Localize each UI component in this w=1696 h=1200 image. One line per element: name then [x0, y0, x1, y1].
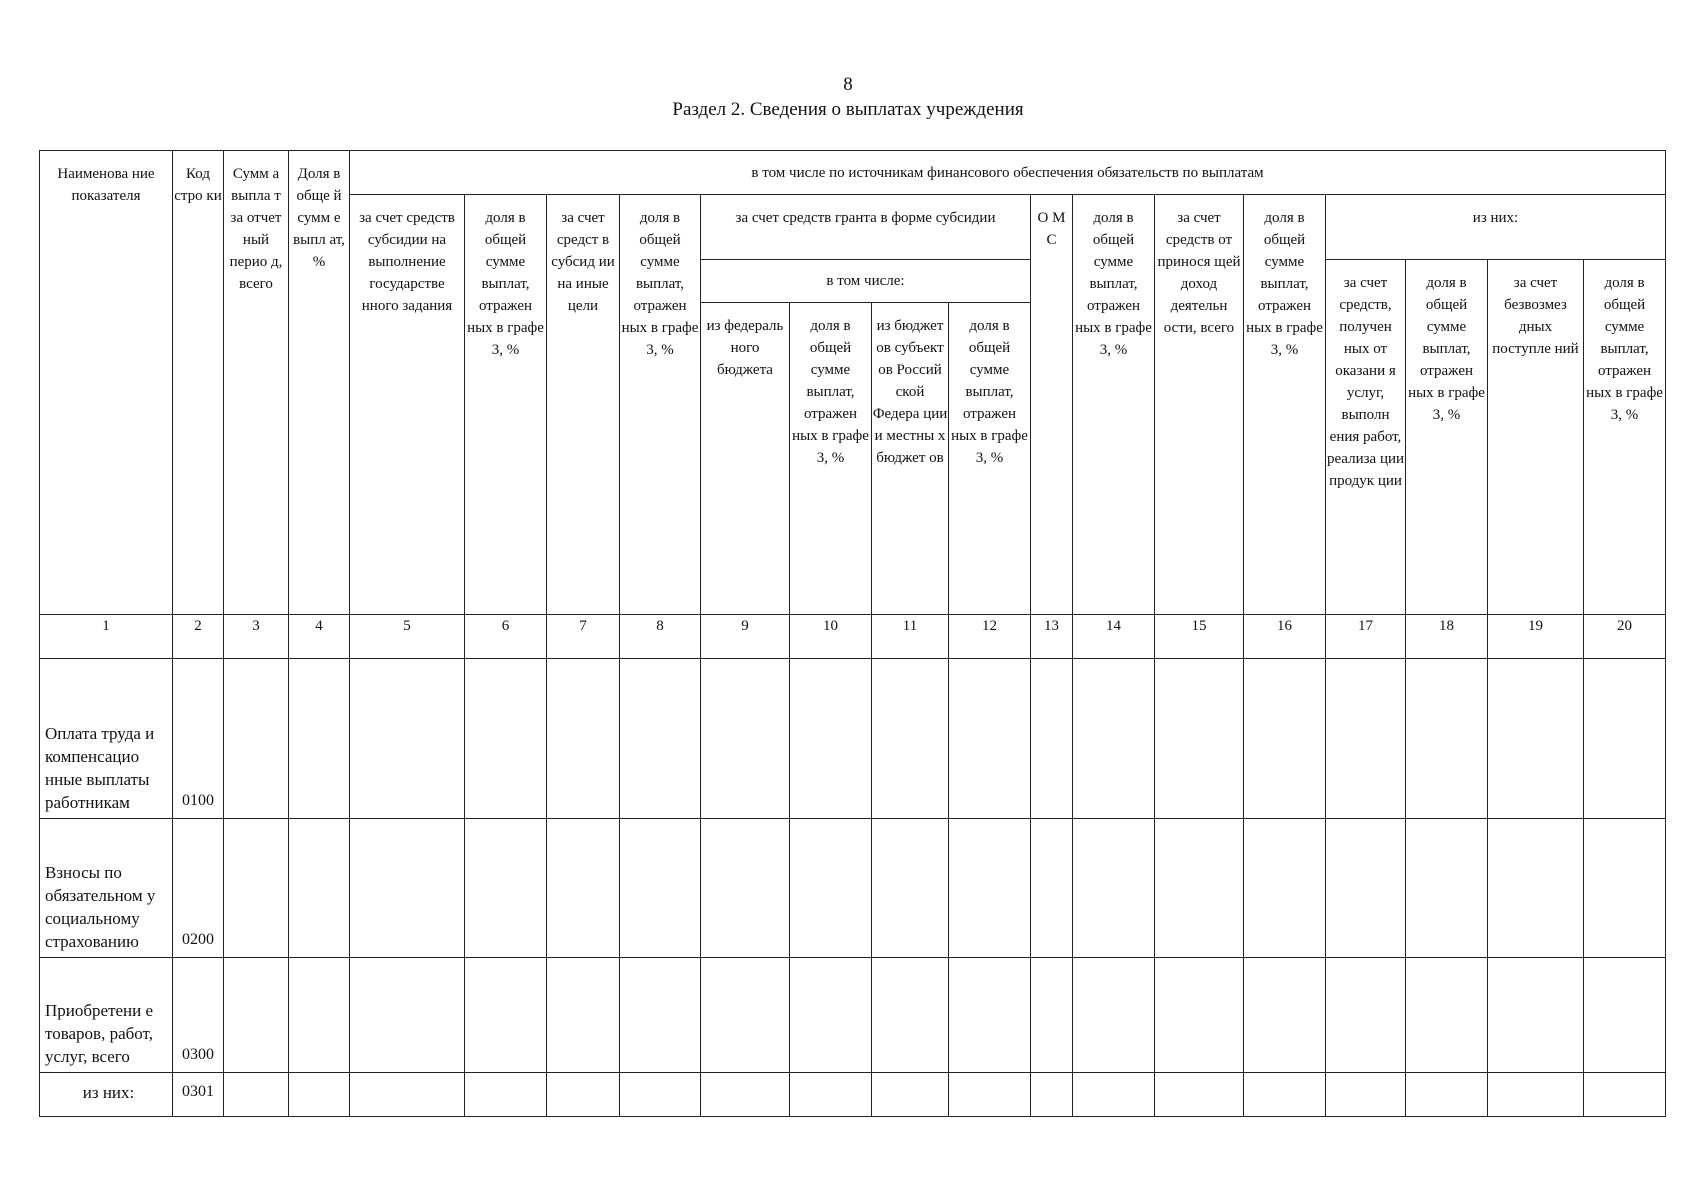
row-code: 0300	[173, 958, 224, 1073]
column-number: 12	[949, 615, 1031, 659]
empty-cell	[1155, 819, 1244, 958]
empty-cell	[1326, 819, 1406, 958]
empty-cell	[872, 819, 949, 958]
empty-cell	[1155, 958, 1244, 1073]
header-share-col14: доля в общей сумме выплат, отражен ных в графе 3, %	[1073, 195, 1155, 615]
empty-cell	[547, 659, 620, 819]
empty-cell	[872, 659, 949, 819]
row-name: Взносы по обязательном у социальному страхованию	[40, 819, 173, 958]
header-share-col10: доля в общей сумме выплат, отражен ных в графе 3, %	[790, 303, 872, 615]
header-income-activity: за счет средств от принося щей доход деятельн ости, всего	[1155, 195, 1244, 615]
empty-cell	[1488, 1073, 1584, 1117]
empty-cell	[465, 958, 547, 1073]
column-number: 3	[224, 615, 289, 659]
page-number: 8	[843, 74, 853, 95]
header-including: в том числе:	[701, 260, 1031, 303]
empty-cell	[1406, 819, 1488, 958]
column-number: 15	[1155, 615, 1244, 659]
header-oms: О М С	[1031, 195, 1073, 615]
empty-cell	[224, 1073, 289, 1117]
header-indicator-name: Наименова ние показателя	[40, 151, 173, 615]
empty-cell	[1031, 819, 1073, 958]
empty-cell	[1584, 958, 1666, 1073]
header-of-them: из них:	[1326, 195, 1666, 260]
empty-cell	[701, 659, 790, 819]
column-number: 5	[350, 615, 465, 659]
empty-cell	[872, 1073, 949, 1117]
empty-cell	[790, 659, 872, 819]
header-grant-subsidy: за счет средств гранта в форме субсидии	[701, 195, 1031, 260]
empty-cell	[350, 819, 465, 958]
empty-cell	[1326, 1073, 1406, 1117]
column-number: 11	[872, 615, 949, 659]
empty-cell	[1406, 1073, 1488, 1117]
header-state-task-subsidy: за счет средств субсидии на выполнение государстве нного задания	[350, 195, 465, 615]
table-row	[40, 1073, 1666, 1117]
empty-cell	[701, 819, 790, 958]
empty-cell	[1155, 1073, 1244, 1117]
row-code: 0100	[173, 659, 224, 819]
table-row	[40, 958, 1666, 1073]
header-share-col16: доля в общей сумме выплат, отражен ных в графе 3, %	[1244, 195, 1326, 615]
empty-cell	[224, 659, 289, 819]
column-number: 18	[1406, 615, 1488, 659]
payments-table	[39, 150, 1666, 1117]
empty-cell	[1073, 1073, 1155, 1117]
header-share-col20: доля в общей сумме выплат, отражен ных в графе 3, %	[1584, 260, 1666, 615]
empty-cell	[224, 958, 289, 1073]
empty-cell	[1488, 958, 1584, 1073]
empty-cell	[1406, 659, 1488, 819]
header-funding-sources: в том числе по источникам финансового обеспечения обязательств по выплатам	[350, 151, 1666, 195]
empty-cell	[620, 1073, 701, 1117]
empty-cell	[620, 659, 701, 819]
empty-cell	[1244, 659, 1326, 819]
column-number: 4	[289, 615, 350, 659]
page-header	[0, 73, 1696, 123]
header-line-code: Код стро ки	[173, 151, 224, 615]
empty-cell	[465, 1073, 547, 1117]
header-federal-budget: из федераль ного бюджета	[701, 303, 790, 615]
column-number: 17	[1326, 615, 1406, 659]
header-share-total: Доля в обще й сумм е выпл ат, %	[289, 151, 350, 615]
column-number: 9	[701, 615, 790, 659]
empty-cell	[949, 659, 1031, 819]
row-name: из них:	[40, 1073, 173, 1117]
empty-cell	[701, 1073, 790, 1117]
empty-cell	[1244, 819, 1326, 958]
column-number: 1	[40, 615, 173, 659]
empty-cell	[1031, 659, 1073, 819]
header-services-income: за счет средств, получен ных от оказани я услуг, выполн ения работ, реализа ции продук ции	[1326, 260, 1406, 615]
column-number: 16	[1244, 615, 1326, 659]
column-number: 14	[1073, 615, 1155, 659]
row-code: 0200	[173, 819, 224, 958]
empty-cell	[1326, 958, 1406, 1073]
empty-cell	[1073, 819, 1155, 958]
empty-cell	[949, 819, 1031, 958]
column-number: 2	[173, 615, 224, 659]
column-number: 8	[620, 615, 701, 659]
empty-cell	[1584, 819, 1666, 958]
empty-cell	[1073, 958, 1155, 1073]
empty-cell	[1488, 659, 1584, 819]
empty-cell	[1406, 958, 1488, 1073]
empty-cell	[289, 659, 350, 819]
empty-cell	[1073, 659, 1155, 819]
column-number: 13	[1031, 615, 1073, 659]
empty-cell	[547, 819, 620, 958]
empty-cell	[350, 958, 465, 1073]
empty-cell	[1584, 659, 1666, 819]
empty-cell	[949, 1073, 1031, 1117]
header-row-1	[40, 151, 1666, 195]
empty-cell	[790, 819, 872, 958]
empty-cell	[1584, 1073, 1666, 1117]
empty-cell	[949, 958, 1031, 1073]
empty-cell	[224, 819, 289, 958]
empty-cell	[289, 1073, 350, 1117]
row-name: Оплата труда и компенсацио нные выплаты работникам	[40, 659, 173, 819]
column-number: 6	[465, 615, 547, 659]
table-row	[40, 659, 1666, 819]
section-title: Раздел 2. Сведения о выплатах учреждения	[672, 99, 1024, 120]
empty-cell	[547, 1073, 620, 1117]
empty-cell	[701, 958, 790, 1073]
empty-cell	[465, 659, 547, 819]
header-share-col6: доля в общей сумме выплат, отражен ных в графе 3, %	[465, 195, 547, 615]
empty-cell	[1244, 958, 1326, 1073]
empty-cell	[1488, 819, 1584, 958]
empty-cell	[289, 819, 350, 958]
empty-cell	[620, 819, 701, 958]
column-number: 20	[1584, 615, 1666, 659]
header-regional-budgets: из бюджет ов субъект ов Россий ской Федера ции и местны х бюджет ов	[872, 303, 949, 615]
column-number: 19	[1488, 615, 1584, 659]
empty-cell	[350, 659, 465, 819]
column-number: 10	[790, 615, 872, 659]
row-code: 0301	[173, 1073, 224, 1117]
empty-cell	[1244, 1073, 1326, 1117]
empty-cell	[620, 958, 701, 1073]
header-share-col8: доля в общей сумме выплат, отражен ных в графе 3, %	[620, 195, 701, 615]
column-numbers-row	[40, 615, 1666, 659]
table-row	[40, 819, 1666, 958]
row-name: Приобретени е товаров, работ, услуг, всего	[40, 958, 173, 1073]
header-share-col18: доля в общей сумме выплат, отражен ных в графе 3, %	[1406, 260, 1488, 615]
header-total-payments: Сумм а выпла т за отчет ный перио д, всего	[224, 151, 289, 615]
empty-cell	[1326, 659, 1406, 819]
empty-cell	[790, 1073, 872, 1117]
empty-cell	[547, 958, 620, 1073]
empty-cell	[465, 819, 547, 958]
empty-cell	[872, 958, 949, 1073]
empty-cell	[350, 1073, 465, 1117]
empty-cell	[1031, 958, 1073, 1073]
empty-cell	[1031, 1073, 1073, 1117]
empty-cell	[790, 958, 872, 1073]
column-number: 7	[547, 615, 620, 659]
empty-cell	[289, 958, 350, 1073]
header-share-col12: доля в общей сумме выплат, отражен ных в графе 3, %	[949, 303, 1031, 615]
header-other-subsidy: за счет средст в субсид ии на иные цели	[547, 195, 620, 615]
empty-cell	[1155, 659, 1244, 819]
header-gratuitous-receipts: за счет безвозмез дных поступле ний	[1488, 260, 1584, 615]
